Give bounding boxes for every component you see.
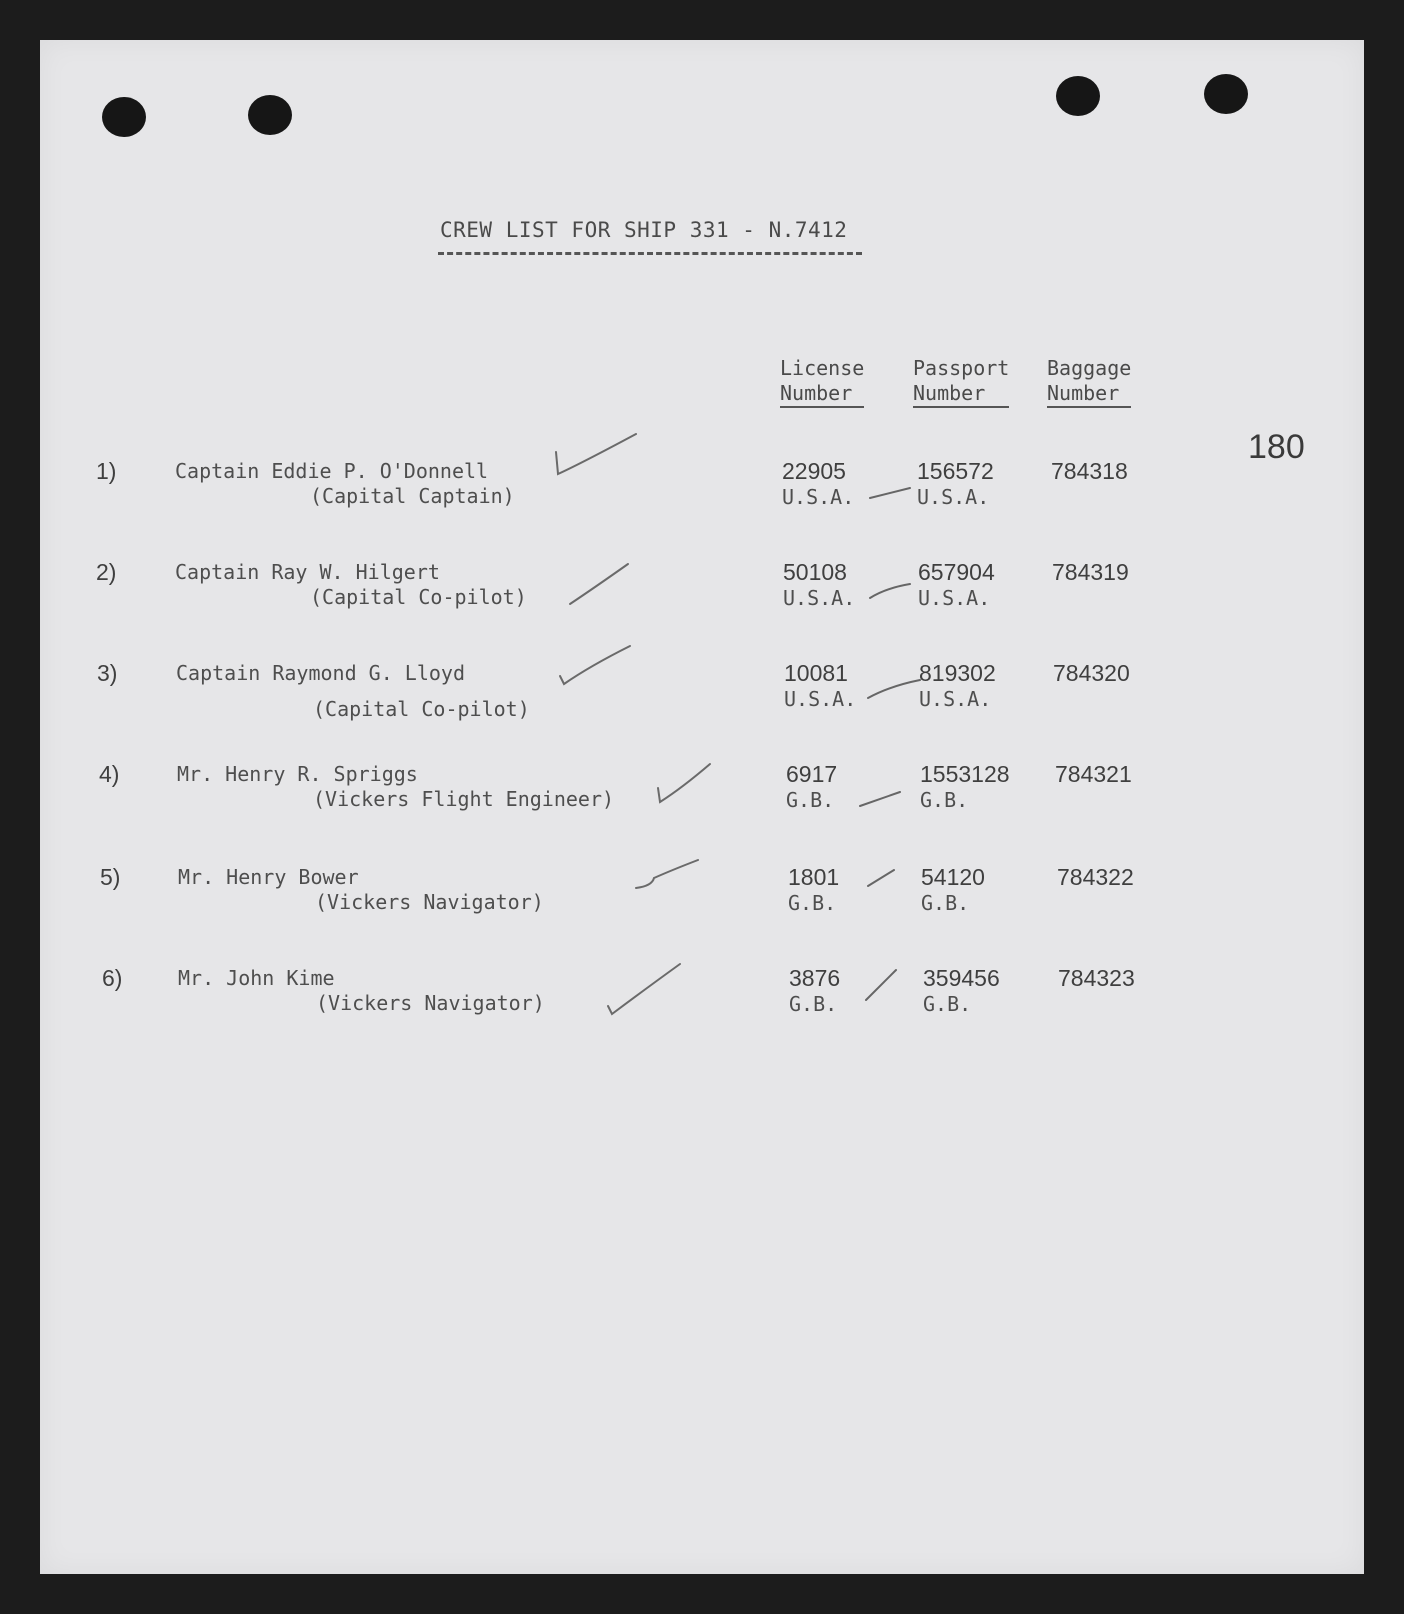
- tick-dash-icon: [856, 788, 906, 812]
- crew-index: 4): [99, 761, 120, 787]
- license-number: 50108: [783, 559, 847, 585]
- crew-role: (Vickers Navigator): [315, 890, 544, 914]
- license-number: 6917: [786, 761, 838, 787]
- check-mark-icon: [550, 430, 640, 490]
- license-number: 3876: [789, 965, 841, 991]
- punch-hole: [248, 95, 292, 135]
- license-number: 10081: [784, 660, 848, 686]
- passport-number: 54120: [921, 864, 985, 890]
- punch-hole: [1204, 74, 1248, 114]
- page-number: 180: [1248, 428, 1305, 466]
- license-number: 1801: [788, 864, 840, 890]
- passport-number: 359456: [923, 965, 1000, 991]
- license-country: G.B.: [788, 891, 837, 915]
- tick-dash-icon: [866, 484, 916, 504]
- check-mark-icon: [566, 560, 636, 610]
- license-country: U.S.A.: [784, 687, 857, 711]
- check-mark-icon: [604, 960, 684, 1020]
- crew-name: Mr. Henry Bower: [178, 865, 359, 889]
- crew-row: [0, 458, 1404, 518]
- baggage-header-line2: Number: [1047, 381, 1131, 408]
- baggage-number: 784322: [1057, 864, 1134, 890]
- check-mark-icon: [556, 642, 636, 692]
- license-column-header: [780, 356, 864, 408]
- crew-name: Captain Ray W. Hilgert: [175, 560, 440, 584]
- tick-dash-icon: [862, 966, 902, 1006]
- baggage-column-header: [1047, 356, 1131, 408]
- passport-country: G.B.: [920, 788, 969, 812]
- crew-name: Mr. Henry R. Spriggs: [177, 762, 418, 786]
- crew-role: (Capital Co-pilot): [310, 585, 527, 609]
- passport-header-line2: Number: [913, 381, 1009, 408]
- check-mark-icon: [632, 856, 702, 896]
- crew-name: Captain Raymond G. Lloyd: [176, 661, 465, 685]
- license-country: G.B.: [789, 992, 838, 1016]
- crew-index: 1): [96, 458, 117, 484]
- crew-index: 2): [96, 559, 117, 585]
- tick-dash-icon: [864, 676, 924, 704]
- punch-hole: [102, 97, 146, 137]
- license-number: 22905: [782, 458, 846, 484]
- passport-number: 819302: [919, 660, 996, 686]
- baggage-header-line1: Baggage: [1047, 356, 1132, 380]
- baggage-number: 784320: [1053, 660, 1130, 686]
- crew-index: 6): [102, 965, 123, 991]
- crew-row: [0, 864, 1404, 924]
- passport-number: 657904: [918, 559, 995, 585]
- crew-name: Captain Eddie P. O'Donnell: [175, 459, 489, 483]
- passport-country: G.B.: [923, 992, 972, 1016]
- crew-index: 5): [100, 864, 121, 890]
- license-country: U.S.A.: [782, 485, 855, 509]
- baggage-number: 784323: [1058, 965, 1135, 991]
- passport-country: U.S.A.: [919, 687, 992, 711]
- crew-row: [0, 660, 1404, 720]
- check-mark-icon: [654, 760, 714, 808]
- baggage-number: 784319: [1052, 559, 1129, 585]
- passport-number: 1553128: [920, 761, 1010, 787]
- passport-column-header: [913, 356, 1009, 408]
- crew-row: [0, 559, 1404, 619]
- crew-role: (Capital Captain): [310, 484, 515, 508]
- crew-name: Mr. John Kime: [178, 966, 335, 990]
- title-underline: [438, 252, 862, 255]
- crew-role: (Vickers Flight Engineer): [313, 787, 615, 811]
- passport-country: U.S.A.: [917, 485, 990, 509]
- passport-country: G.B.: [921, 891, 970, 915]
- passport-header-line1: Passport: [913, 356, 1010, 380]
- baggage-number: 784321: [1055, 761, 1132, 787]
- passport-country: U.S.A.: [918, 586, 991, 610]
- document-title: CREW LIST FOR SHIP 331 - N.7412: [440, 218, 848, 242]
- tick-dash-icon: [864, 866, 900, 892]
- license-country: G.B.: [786, 788, 835, 812]
- license-country: U.S.A.: [783, 586, 856, 610]
- license-header-line2: Number: [780, 381, 864, 408]
- passport-number: 156572: [917, 458, 994, 484]
- crew-index: 3): [97, 660, 118, 686]
- crew-role: (Vickers Navigator): [316, 991, 545, 1015]
- punch-hole: [1056, 76, 1100, 116]
- license-header-line1: License: [780, 356, 865, 380]
- tick-dash-icon: [866, 580, 916, 604]
- baggage-number: 784318: [1051, 458, 1128, 484]
- crew-role: (Capital Co-pilot): [313, 697, 530, 721]
- crew-row: [0, 965, 1404, 1025]
